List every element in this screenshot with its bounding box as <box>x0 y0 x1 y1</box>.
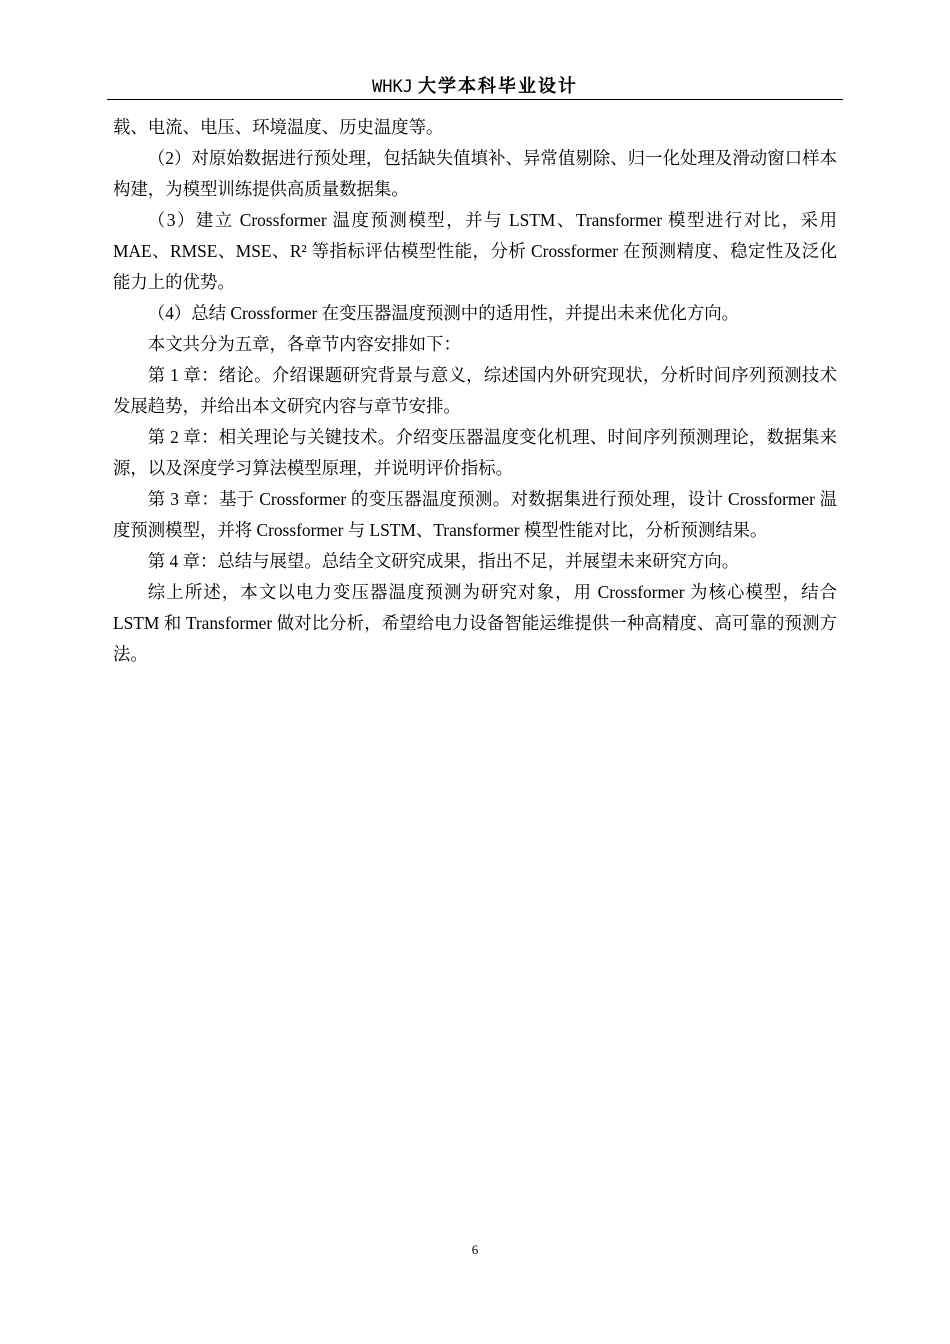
paragraph-item-3: （3）建立 Crossformer 温度预测模型，并与 LSTM、Transformer 模型进行对比，采用 MAE、RMSE、MSE、R² 等指标评估模型性能，分析 Crossformer 在预测精度、稳定性及泛化能力上的优势。 <box>113 210 837 292</box>
paragraph-chapter-2: 第 2 章：相关理论与关键技术。介绍变压器温度变化机理、时间序列预测理论，数据集来源，以及深度学习算法模型原理，并说明评价指标。 <box>113 427 837 478</box>
paragraph-summary: 综上所述，本文以电力变压器温度预测为研究对象，用 Crossformer 为核心模型，结合 LSTM 和 Transformer 做对比分析，希望给电力设备智能运维提供一种高精度、高可靠的预测方法。 <box>113 582 837 664</box>
body-text <box>113 112 837 670</box>
paragraph-chapter-1: 第 1 章：绪论。介绍课题研究背景与意义，综述国内外研究现状，分析时间序列预测技术发展趋势，并给出本文研究内容与章节安排。 <box>113 365 837 416</box>
header-title-text: 大学本科毕业设计 <box>417 76 578 97</box>
paragraph-chapter-4: 第 4 章：总结与展望。总结全文研究成果，指出不足，并展望未来研究方向。 <box>147 551 740 571</box>
paragraph-item-2: （2）对原始数据进行预处理，包括缺失值填补、异常值剔除、归一化处理及滑动窗口样本构建，为模型训练提供高质量数据集。 <box>113 148 837 199</box>
header-latin-text: WHKJ <box>372 77 413 97</box>
page-number: 6 <box>471 1242 479 1257</box>
paragraph-item-4: （4）总结 Crossformer 在变压器温度预测中的适用性，并提出未来优化方向。 <box>147 303 740 323</box>
paragraph-structure-intro: 本文共分为五章，各章节内容安排如下： <box>147 334 461 354</box>
header-rule <box>107 99 843 100</box>
running-header <box>107 73 843 99</box>
paragraph-continuation: 载、电流、电压、环境温度、历史温度等。 <box>113 117 444 137</box>
paragraph-chapter-3: 第 3 章：基于 Crossformer 的变压器温度预测。对数据集进行预处理，设计 Crossformer 温度预测模型，并将 Crossformer 与 LSTM、Transformer 模型性能对比，分析预测结果。 <box>113 489 837 540</box>
